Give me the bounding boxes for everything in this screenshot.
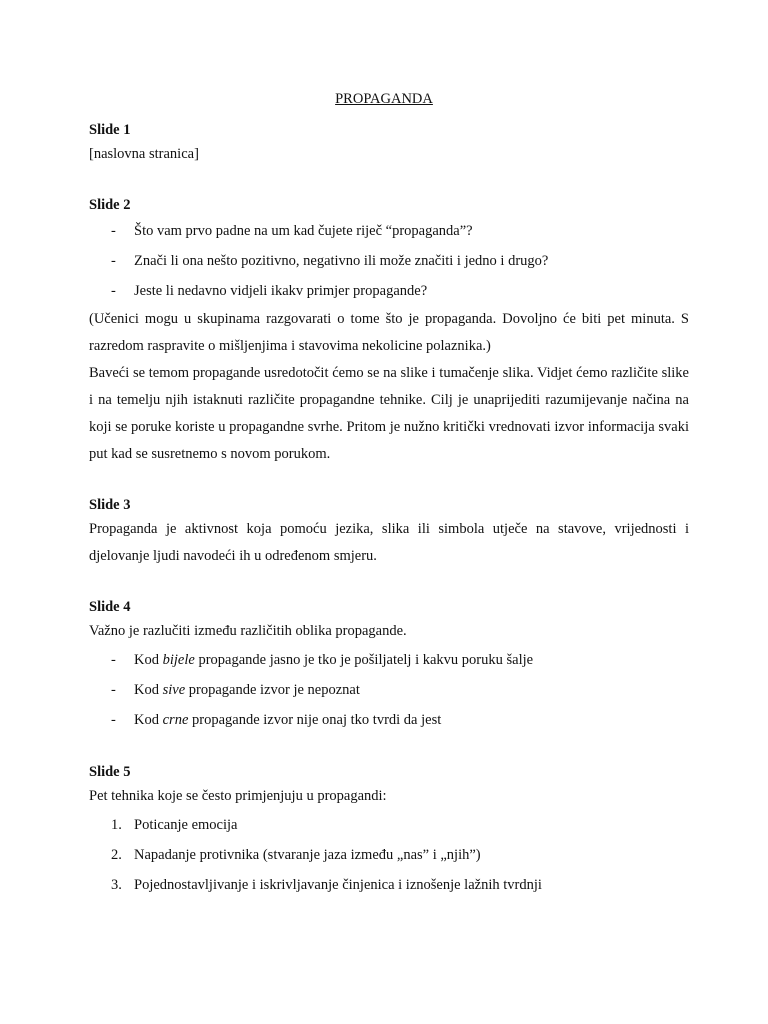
bullet-marker: - bbox=[111, 652, 116, 668]
slide3-heading: Slide 3 bbox=[89, 497, 131, 513]
list-item-emphasis: sive bbox=[162, 682, 186, 698]
list-item-text: Poticanje emocija bbox=[134, 817, 238, 833]
list-item bbox=[89, 276, 689, 306]
list-item-text-pre: Kod bbox=[134, 682, 163, 698]
list-item bbox=[89, 705, 689, 735]
slide4-intro: Važno je razlučiti između različitih oblika propagande. bbox=[89, 623, 407, 639]
slide2-heading: Slide 2 bbox=[89, 197, 131, 213]
list-item bbox=[89, 645, 689, 675]
slide5-intro: Pet tehnika koje se često primjenjuju u propagandi: bbox=[89, 788, 387, 804]
slide1-text: [naslovna stranica] bbox=[89, 146, 199, 162]
list-item bbox=[89, 246, 689, 276]
slide2-paragraph: Baveći se temom propagande usredotočit ćemo se na slike i tumačenje slika. Vidjet ćemo različite slike i na temelju njih istaknuti različite propagandne tehnike. Cilj je unaprijediti razumijevanje načina na koji se poruke koriste u propagandne svrhe. Pritom je nužno kritički vrednovati izvor informacija svaki put kad se susretnemo s novom porukom. bbox=[89, 365, 689, 462]
bullet-marker: - bbox=[111, 283, 116, 299]
list-item-text-post: propagande izvor nije onaj tko tvrdi da jest bbox=[188, 712, 442, 728]
bullet-marker: - bbox=[111, 682, 116, 698]
bullet-marker: - bbox=[111, 253, 116, 269]
list-item bbox=[89, 870, 689, 900]
list-number: 2. bbox=[111, 847, 122, 863]
slide4-bullet-list bbox=[89, 645, 689, 735]
bullet-marker: - bbox=[111, 223, 116, 239]
list-item-text: Pojednostavljivanje i iskrivljavanje činjenica i iznošenje lažnih tvrdnji bbox=[134, 877, 542, 893]
slide2-note: (Učenici mogu u skupinama razgovarati o tome što je propaganda. Dovoljno će biti pet minuta. S razredom raspravite o mišljenjima i stavovima nekolicine polaznika.) bbox=[89, 311, 689, 354]
list-item-text: Jeste li nedavno vidjeli ikakv primjer propagande? bbox=[134, 283, 428, 299]
list-item bbox=[89, 216, 689, 246]
slide1-heading: Slide 1 bbox=[89, 122, 131, 138]
list-item-text: Znači li ona nešto pozitivno, negativno ili može značiti i jedno i drugo? bbox=[134, 253, 549, 269]
slide4-heading: Slide 4 bbox=[89, 599, 131, 615]
list-item bbox=[89, 840, 689, 870]
document-title: PROPAGANDA bbox=[335, 91, 433, 107]
list-item-text: Napadanje protivnika (stvaranje jaza između „nas” i „njih”) bbox=[134, 847, 481, 863]
slide3-paragraph: Propaganda je aktivnost koja pomoću jezika, slika ili simbola utječe na stavove, vrijednosti i djelovanje ljudi navodeći ih u određenom smjeru. bbox=[89, 521, 689, 564]
slide5-numbered-list bbox=[89, 810, 689, 900]
list-item-text-post: propagande izvor je nepoznat bbox=[185, 682, 360, 698]
list-item bbox=[89, 810, 689, 840]
list-item bbox=[89, 675, 689, 705]
list-item-emphasis: bijele bbox=[162, 652, 195, 668]
list-number: 1. bbox=[111, 817, 122, 833]
list-item-text-pre: Kod bbox=[134, 652, 163, 668]
list-item-emphasis: crne bbox=[162, 712, 189, 728]
slide5-heading: Slide 5 bbox=[89, 764, 131, 780]
slide2-bullet-list bbox=[89, 216, 689, 306]
list-item-text-pre: Kod bbox=[134, 712, 163, 728]
document-body bbox=[89, 119, 689, 900]
list-number: 3. bbox=[111, 877, 122, 893]
bullet-marker: - bbox=[111, 712, 116, 728]
list-item-text: Što vam prvo padne na um kad čujete riječ “propaganda”? bbox=[134, 223, 473, 239]
list-item-text-post: propagande jasno je tko je pošiljatelj i kakvu poruku šalje bbox=[194, 652, 534, 668]
